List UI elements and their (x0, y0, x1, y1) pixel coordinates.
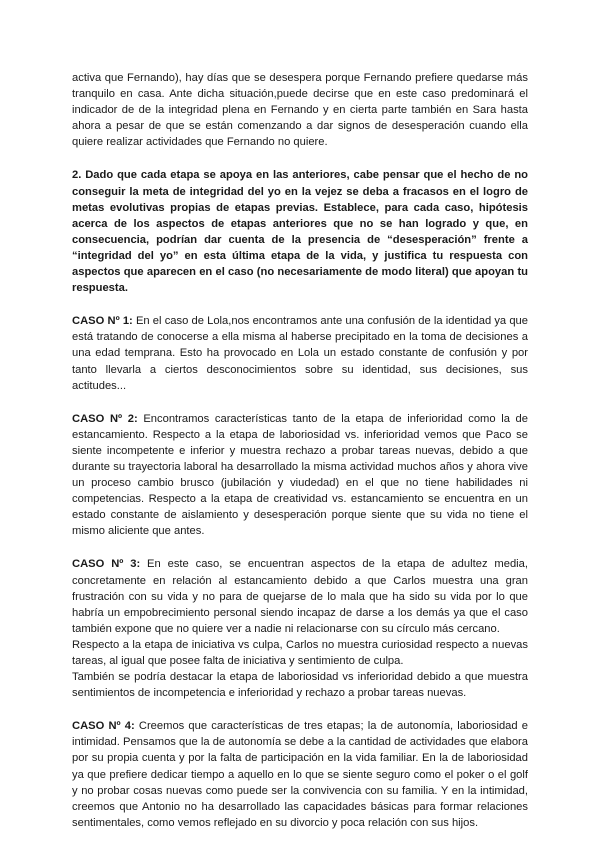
caso-1-paragraph (72, 313, 528, 393)
caso-3-extra-1: Respecto a la etapa de iniciativa vs culpa, Carlos no muestra curiosidad respecto a nuevas tareas, al igual que posee falta de iniciativa y sentimiento de culpa. (72, 638, 528, 667)
caso-4-text: Creemos que características de tres etapas; la de autonomía, laboriosidad e intimidad. Pensamos que la de autonomía se debe a la cantidad de actividades que elabora por su propia cuenta y por la falta de participación en la vida familiar. En la de laboriosidad ya que prefiere dedicar tiempo a aquello en lo que se siente seguro como el poker o el golf y no probar cosas nuevas como puede ser la convivencia con su familia. Y en la intimidad, creemos que Antonio no ha desarrollado las capacidades básicas para formar relaciones sentimentales, como vemos reflejado en su divorcio y poca relación con sus hijos. (72, 720, 528, 829)
intro-paragraph: activa que Fernando), hay días que se desespera porque Fernando prefiere quedarse más tranquilo en casa. Ante dicha situación,puede decirse que en este caso predominará el indicador de de la integridad plena en Fernando y en cierta parte también en Sara hasta ahora a pesar de que se están comenzando a dar signos de desesperación cuando ella quiere realizar actividades que Fernando no quiere. (72, 72, 528, 149)
caso-2-text: Encontramos características tanto de la etapa de inferioridad como la de estancamiento. Respecto a la etapa de laboriosidad vs. inferioridad vemos que Paco se siente incompetente e inferior y muestra rechazo a probar tareas nuevas, debido a que durante su trayectoria laboral ha desarrollado la misma actividad muchos años y ahora vive un proceso cambio brusco (jubilación y viudedad) en el que no tiene habilidades ni competencias. Respecto a la etapa de creatividad vs. estancamiento se encuentra en un estado constante de aislamiento y desesperación porque siente que su vida no tiene el mismo aliciente que antes. (72, 412, 528, 538)
caso-3-text: En este caso, se encuentran aspectos de la etapa de adultez media, concretamente en relación al estancamiento debido a que Carlos muestra una gran frustración con su vida y no para de quejarse de lo mala que ha sido su vida por lo que habría un empobrecimiento personal siendo incapaz de darse a los demás ya que el caso también expone que no quiere ver a nadie ni relacionarse con su círculo más cercano. (72, 558, 528, 635)
caso-4-label: CASO Nº 4: (72, 720, 135, 733)
caso-4-paragraph (72, 718, 528, 831)
question-heading: 2. Dado que cada etapa se apoya en las anteriores, cabe pensar que el hecho de no conseguir la meta de integridad del yo en la vejez se deba a fracasos en el logro de metas evolutivas propias de etapas previas. Establece, para cada caso, hipótesis acerca de los aspectos de etapas anteriores que no se han logrado y que, en consecuencia, podrían dar cuenta de la presencia de “desesperación” frente a “integridad del yo” en esta última etapa de la vida, y justifica tu respuesta con aspectos que aparecen en el caso (no necesariamente de modo literal) que apoyan tu respuesta. (72, 169, 528, 295)
caso-3-label: CASO Nº 3: (72, 558, 141, 571)
caso-3-paragraph (72, 556, 528, 636)
caso-3-extra-2: También se podría destacar la etapa de laboriosidad vs inferioridad debido a que muestra sentimientos de incompetencia e inferioridad y rechazo a probar tareas nuevas. (72, 671, 528, 700)
caso-2-label: CASO Nº 2: (72, 412, 138, 425)
caso-1-label: CASO Nº 1: (72, 315, 133, 328)
caso-2-paragraph (72, 411, 528, 540)
caso-1-text: En el caso de Lola,nos encontramos ante una confusión de la identidad ya que está tratando de conocerse a ella misma al haberse precipitado en la toma de decisiones a una edad temprana. Esto ha provocado en Lola un estado constante de confusión y por tanto llevarla a ciertos desconocimientos sobre su identidad, sus decisiones, sus actitudes... (72, 315, 528, 392)
document-page (72, 70, 528, 831)
